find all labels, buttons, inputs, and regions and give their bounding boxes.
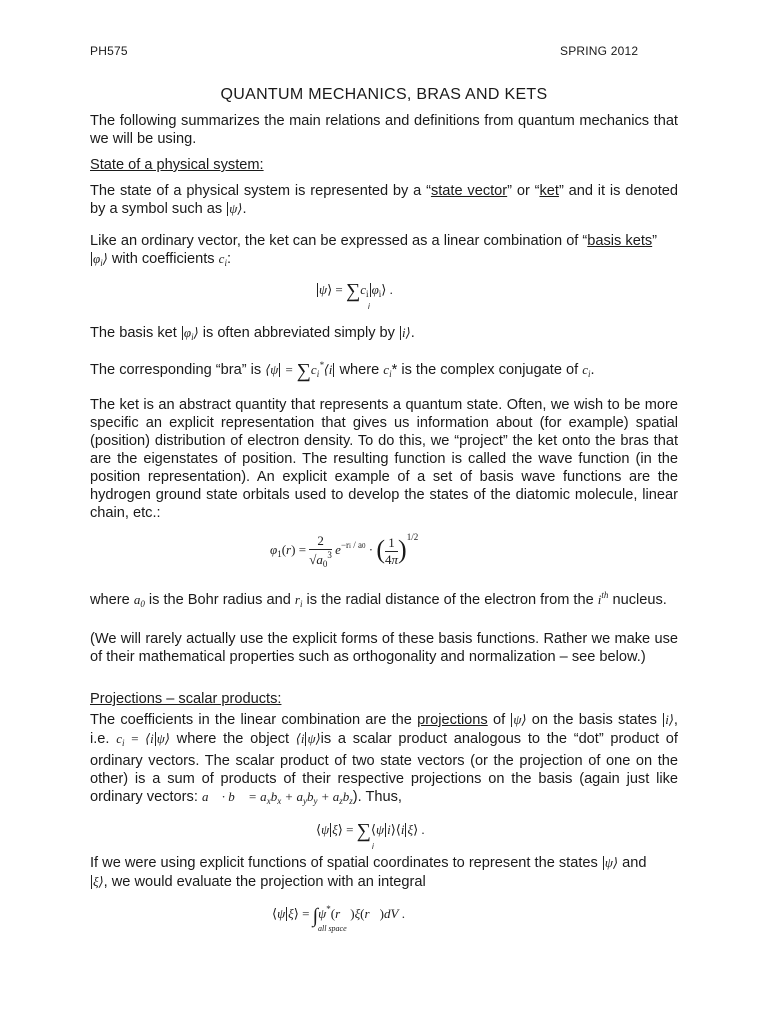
state-vector-term: state vector [430,183,508,199]
projections-term: projections [417,712,488,728]
section-heading-state: State of a physical system: [90,157,264,173]
projection-paragraph: The coefficients in the linear combination are the projections of ψ⟩ on the basis states i⟩, i.e. $c_i$ = ⟨i ψ⟩ where the object ⟨i ψ⟩is a scalar product analogous to the “dot” product of ordinary vectors. The scalar product of two state vectors (or the projection of one on the other) is a sum of products of their respective projections on the basis (again just like ordinary vectors: a⃗ · b⃗ = $a_xb_x + a_yb_y + a_zb_z$). Thus, [90,712,678,806]
page-title: QUANTUM MECHANICS, BRAS AND KETS [220,86,548,103]
abbrev-paragraph: The basis ket $\varphi_i⟩$ is often abbreviated simply by i⟩. [90,325,415,342]
ket-i-symbol: i⟩ [402,325,411,341]
intro-paragraph: The following summarizes the main relations and definitions from quantum mechanics that we will be using. [90,113,678,147]
term: SPRING 2012 [560,44,639,58]
basis-kets-term: basis kets [587,233,653,249]
equation-hydrogen-orbital: $\varphi_1(r)$ = $\frac{2}{√a_0^3}$ $e^{-ri / a0}$ · ( $\frac{1}{4\pi}$ )$^{1/2}$ [270,532,419,570]
ket-psi-symbol: ψ⟩ [229,201,243,217]
equation-ket-expansion: ψ⟩ = $\sum c_i$ $\varphi_i⟩$ . [319,280,393,302]
section-heading-projections: Projections – scalar products: [90,691,282,707]
ket-phi-symbol-2: $\varphi_i⟩$ [183,325,199,342]
ket-term: ket [539,183,559,199]
equation-scalar-product: ⟨ψ ξ⟩ = ∑⟨ψ i⟩⟨i ξ⟩ . [316,820,425,842]
bra-equation: ⟨ψ = $\sum c_i^*⟨i$ [265,360,333,382]
wave-function-paragraph: The ket is an abstract quantity that represents a quantum state. Often, we wish to be more specific an explicit representation that gives us information about (for example) spatial (position) distribution of electron density. To do this, we “project” the ket onto the bras that are the eigenstates of position. The resulting function is called the wave function (in the position representation). An explicit example of a set of basis wave functions are the hydrogen ground state orbitals used to develop the states of the diatomic molecule, linear chain, etc.: [90,397,678,521]
bohr-paragraph: where $a_0$ is the Bohr radius and $r_i$ is the radial distance of the electron from the $i^{th}$ nucleus. [90,590,667,609]
integral-domain-label: all space [318,924,347,933]
state-paragraph: The state of a physical system is represented by a “state vector” or “ket” and it is denoted by a symbol such as ψ⟩. [90,183,678,217]
equation-projection-integral: ⟨ψ ξ⟩ = ∫ψ*(r⃗)ξ(r⃗)dV . [272,904,405,927]
course-code: PH575 [90,44,128,58]
rarely-paragraph: (We will rarely actually use the explicit forms of these basis functions. Rather we make use of their mathematical properties such as orthogonality and normalization – see below.) [90,631,678,665]
basis-paragraph: Like an ordinary vector, the ket can be expressed as a linear combination of “basis kets” $\varphi_i⟩$ with coefficients $c_i$: [90,233,658,268]
integral-paragraph: If we were using explicit functions of spatial coordinates to represent the states ψ⟩ and ξ⟩, we would evaluate the projection with an integral [90,855,647,890]
bra-paragraph: The corresponding “bra” is ⟨ψ = $\sum c_i^*⟨i$ where $c_i*$ is the complex conjugate of $c_i$. [90,360,595,382]
ket-phi-symbol: $\varphi_i⟩$ [93,251,108,268]
coefficient-ci: $c_i$ [218,251,227,268]
